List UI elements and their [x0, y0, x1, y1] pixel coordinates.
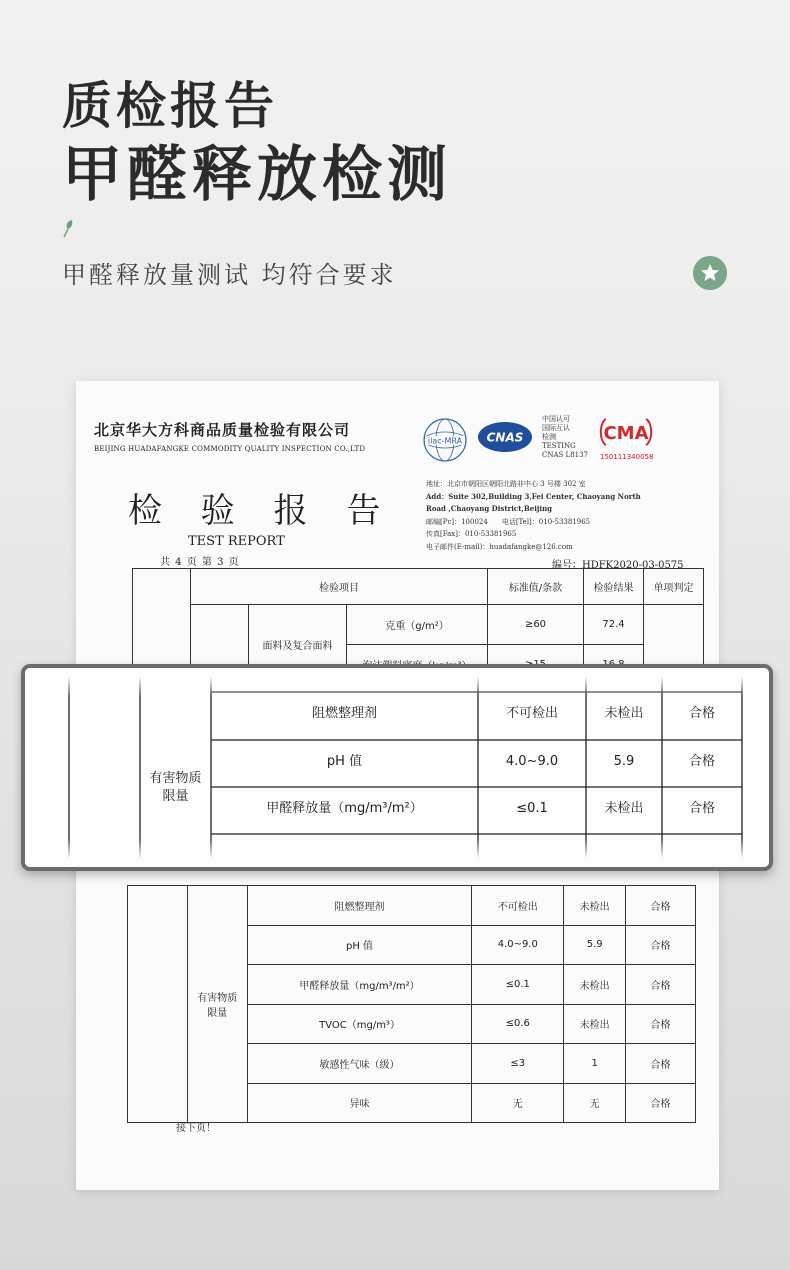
star-badge-icon [693, 256, 727, 290]
hazard-item: 甲醛释放量（mg/m³/m²） [247, 965, 472, 1005]
top-group-label: 面料及复合面料 [249, 605, 347, 685]
hazard-verdict: 合格 [626, 925, 696, 965]
magnified-group-line: 有害物质 [149, 771, 202, 786]
hazard-item: TVOC（mg/m³） [247, 1004, 472, 1044]
continued-note: 接下页！ [176, 1123, 216, 1134]
magnified-result: 5.9 [613, 754, 635, 769]
cnas-desc-line: 国际互认 [542, 424, 570, 432]
magnified-result: 未检出 [604, 706, 644, 721]
address-line: Road ,Chaoyang District,Beijing [426, 504, 553, 513]
hazard-group-label [187, 886, 247, 1123]
hazard-verdict: 合格 [626, 1083, 696, 1123]
magnified-table-callout [21, 664, 773, 871]
hazard-standard: ≤0.1 [472, 965, 564, 1005]
cnas-desc-line: 中国认可 [542, 415, 570, 423]
magnified-item: 甲醛释放量（mg/m³/m²） [266, 801, 423, 816]
magnified-group-label [140, 770, 211, 806]
cnas-description [542, 415, 588, 460]
column-header: 标准值/条款 [488, 569, 584, 605]
hazard-verdict: 合格 [626, 886, 696, 926]
address-line: Add：Suite 302,Building 3,Fei Center, Chaoyang North [426, 491, 641, 501]
hazard-standard: 4.0~9.0 [472, 925, 564, 965]
magnified-standard: 不可检出 [505, 706, 558, 721]
report-title: 检 验 报 告 [128, 491, 395, 531]
hazard-result: 5.9 [564, 925, 626, 965]
address-line: 地址：北京市朝阳区朝阳北路非中心 3 号楼 302 室 [426, 480, 586, 488]
page-title-line1: 质检报告 [62, 77, 278, 135]
magnified-verdict: 合格 [688, 706, 715, 721]
hazard-substance-table [127, 885, 696, 1123]
hazard-standard: 不可检出 [472, 886, 564, 926]
cnas-logo-icon [476, 420, 534, 454]
report-title-en: TEST REPORT [188, 534, 285, 549]
page-count: 共 4 页 第 3 页 [160, 557, 240, 568]
hazard-result: 未检出 [564, 1004, 626, 1044]
magnified-item: pH 值 [326, 754, 363, 769]
column-header: 检验项目 [191, 569, 488, 605]
top-result: 72.4 [584, 605, 644, 645]
hazard-item: 阻燃整理剂 [247, 886, 472, 926]
hazard-result: 1 [564, 1044, 626, 1084]
page-subtitle: 甲醛释放量测试 均符合要求 [62, 261, 397, 289]
magnified-group-line: 限量 [162, 789, 189, 804]
hazard-verdict: 合格 [626, 1004, 696, 1044]
organization-name: 北京华大方科商品质量检验有限公司 [94, 421, 351, 439]
ilac-logo-text: ilac-MRA [427, 436, 463, 446]
hazard-group-line: 限量 [207, 1008, 228, 1019]
address-line: 电子邮件(E-mail)：huadafangke@126.com [426, 542, 573, 551]
lab-address-block [426, 478, 686, 553]
column-header: 检验结果 [584, 569, 644, 605]
ilac-mra-logo-icon [422, 417, 468, 463]
hazard-standard: 无 [472, 1083, 564, 1123]
magnifier-top-fade [25, 668, 769, 696]
hazard-result: 无 [564, 1083, 626, 1123]
magnifier-bottom-fade [25, 839, 769, 867]
magnified-item: 阻燃整理剂 [311, 706, 377, 721]
hazard-item: 异味 [247, 1083, 472, 1123]
hazard-verdict: 合格 [626, 965, 696, 1005]
cma-logo-icon [598, 417, 654, 447]
column-header: 单项判定 [644, 569, 704, 605]
table-row [128, 886, 696, 926]
address-line: 传真[Fax]：010-53381965 [426, 530, 517, 538]
hazard-result: 未检出 [564, 965, 626, 1005]
page-title-line2: 甲醛释放检测 [62, 140, 452, 210]
cma-logo-text: CMA [603, 423, 649, 444]
cnas-desc-line: TESTING [542, 442, 576, 450]
hazard-group-line: 有害物质 [197, 993, 238, 1004]
report-number: 编号：HDFK2020-03-0575 [552, 560, 684, 571]
magnified-standard: 4.0~9.0 [505, 754, 559, 769]
cnas-desc-line: 检测 [542, 433, 556, 441]
hazard-item: pH 值 [247, 925, 472, 965]
hazard-item: 敏感性气味（级） [247, 1044, 472, 1084]
leaf-icon [62, 219, 74, 239]
magnified-result: 未检出 [604, 801, 644, 816]
hazard-verdict: 合格 [626, 1044, 696, 1084]
magnified-verdict: 合格 [688, 754, 715, 769]
hazard-standard: ≤0.6 [472, 1004, 564, 1044]
top-standard: ≥60 [488, 605, 584, 645]
cnas-desc-line: CNAS L8137 [542, 451, 589, 459]
cma-number: 150111340058 [600, 453, 654, 461]
hazard-standard: ≤3 [472, 1044, 564, 1084]
magnified-standard: ≤0.1 [516, 801, 548, 816]
address-line: 邮编[Pc]：100024 电话[Tel]：010-53381965 [426, 517, 591, 526]
magnified-verdict: 合格 [688, 801, 715, 816]
top-item: 克重（g/m²） [347, 605, 488, 645]
cnas-logo-text: CNAS [486, 430, 524, 445]
hazard-result: 未检出 [564, 886, 626, 926]
organization-name-en: BEIJING HUADAFANGKE COMMODITY QUALITY INSPECTION CO.,LTD [94, 445, 366, 453]
